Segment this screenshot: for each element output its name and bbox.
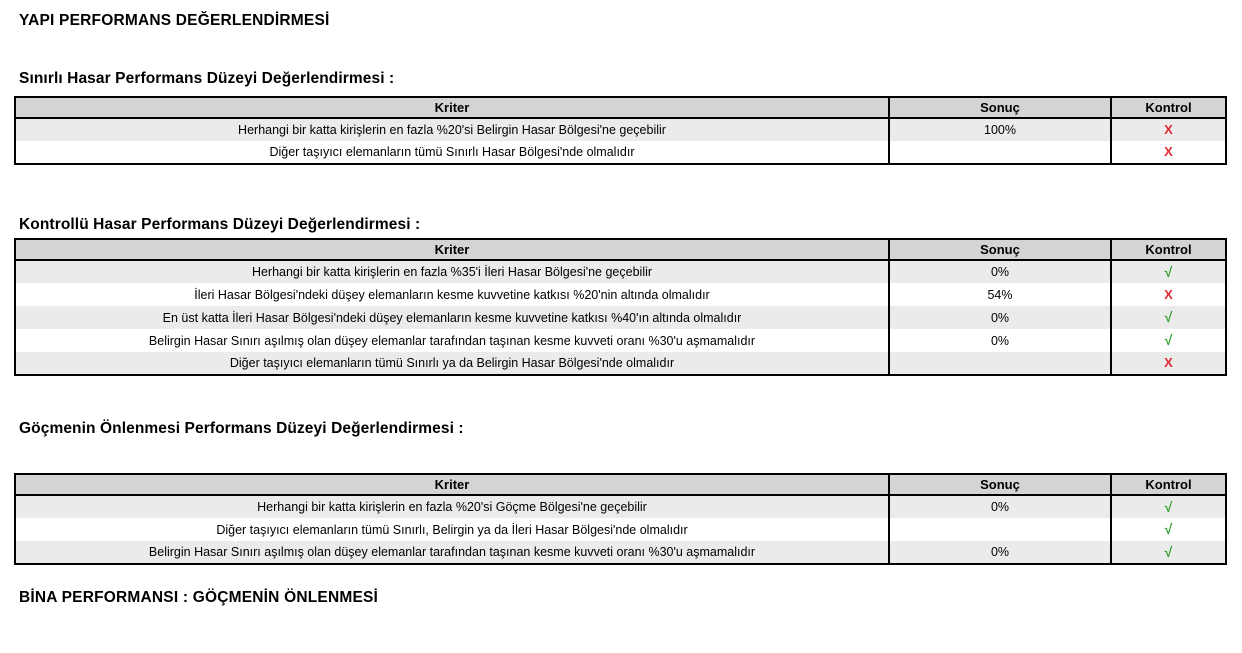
result-cell: 0% [889,329,1111,352]
control-cell [1111,260,1226,283]
criterion-cell: Diğer taşıyıcı elemanların tümü Sınırlı, Belirgin ya da İleri Hasar Bölgesi'nde olmalıdır [15,518,889,541]
criterion-cell: En üst katta İleri Hasar Bölgesi'ndeki düşey elemanların kesme kuvvetine katkısı %40'ın altında olmalıdır [15,306,889,329]
table-row [15,541,1226,564]
section-heading-sinirli-hasar: Sınırlı Hasar Performans Düzeyi Değerlendirmesi : [19,70,395,87]
table-row [15,329,1226,352]
control-cell [1111,141,1226,164]
table-row [15,283,1226,306]
criterion-cell: Belirgin Hasar Sınırı aşılmış olan düşey elemanlar tarafından taşınan kesme kuvveti oranı %30'u aşmamalıdır [15,329,889,352]
x-icon: X [1164,144,1173,159]
section-heading-gocmenin-onlenmesi: Göçmenin Önlenmesi Performans Düzeyi Değerlendirmesi : [19,420,464,437]
result-cell [889,141,1111,164]
table-row [15,260,1226,283]
building-performance-result: BİNA PERFORMANSI : GÖÇMENİN ÖNLENMESİ [19,589,379,606]
column-header-kontrol: Kontrol [1111,239,1226,260]
criterion-cell: Belirgin Hasar Sınırı aşılmış olan düşey elemanlar tarafından taşınan kesme kuvveti oranı %30'u aşmamalıdır [15,541,889,564]
check-icon: √ [1164,543,1173,560]
x-icon: X [1164,122,1173,137]
table-row [15,118,1226,141]
x-icon: X [1164,355,1173,370]
result-cell: 0% [889,541,1111,564]
control-cell [1111,283,1226,306]
column-header-kriter: Kriter [15,97,889,118]
table-header-row [15,239,1226,260]
control-cell [1111,329,1226,352]
column-header-sonuc: Sonuç [889,239,1111,260]
check-icon: √ [1164,263,1173,280]
page-title: YAPI PERFORMANS DEĞERLENDİRMESİ [19,12,330,29]
criterion-cell: Herhangi bir katta kirişlerin en fazla %35'i İleri Hasar Bölgesi'ne geçebilir [15,260,889,283]
control-cell [1111,306,1226,329]
column-header-sonuc: Sonuç [889,474,1111,495]
result-cell [889,352,1111,375]
table-row [15,518,1226,541]
table-row [15,141,1226,164]
check-icon: √ [1164,521,1173,537]
criterion-cell: Herhangi bir katta kirişlerin en fazla %20'si Göçme Bölgesi'ne geçebilir [15,495,889,518]
column-header-kriter: Kriter [15,239,889,260]
table-header-row [15,97,1226,118]
section-heading-kontrollu-hasar: Kontrollü Hasar Performans Düzeyi Değerlendirmesi : [19,216,421,233]
criteria-table-sinirli-hasar [14,96,1227,165]
column-header-kontrol: Kontrol [1111,474,1226,495]
criteria-table-kontrollu-hasar [14,238,1227,376]
table-header-row [15,474,1226,495]
x-icon: X [1164,286,1173,302]
result-cell: 0% [889,495,1111,518]
control-cell [1111,518,1226,541]
control-cell [1111,352,1226,375]
control-cell [1111,118,1226,141]
table-row [15,495,1226,518]
check-icon: √ [1164,498,1173,515]
result-cell: 100% [889,118,1111,141]
result-cell: 54% [889,283,1111,306]
table-row [15,352,1226,375]
result-cell [889,518,1111,541]
criterion-cell: Diğer taşıyıcı elemanların tümü Sınırlı ya da Belirgin Hasar Bölgesi'nde olmalıdır [15,352,889,375]
check-icon: √ [1164,332,1173,348]
control-cell [1111,541,1226,564]
result-cell: 0% [889,260,1111,283]
column-header-kriter: Kriter [15,474,889,495]
column-header-kontrol: Kontrol [1111,97,1226,118]
criterion-cell: Herhangi bir katta kirişlerin en fazla %20'si Belirgin Hasar Bölgesi'ne geçebilir [15,118,889,141]
check-icon: √ [1164,309,1173,325]
column-header-sonuc: Sonuç [889,97,1111,118]
criterion-cell: Diğer taşıyıcı elemanların tümü Sınırlı Hasar Bölgesi'nde olmalıdır [15,141,889,164]
control-cell [1111,495,1226,518]
table-row [15,306,1226,329]
criteria-table-gocmenin-onlenmesi [14,473,1227,565]
criterion-cell: İleri Hasar Bölgesi'ndeki düşey elemanların kesme kuvvetine katkısı %20'nin altında olmalıdır [15,283,889,306]
result-cell: 0% [889,306,1111,329]
